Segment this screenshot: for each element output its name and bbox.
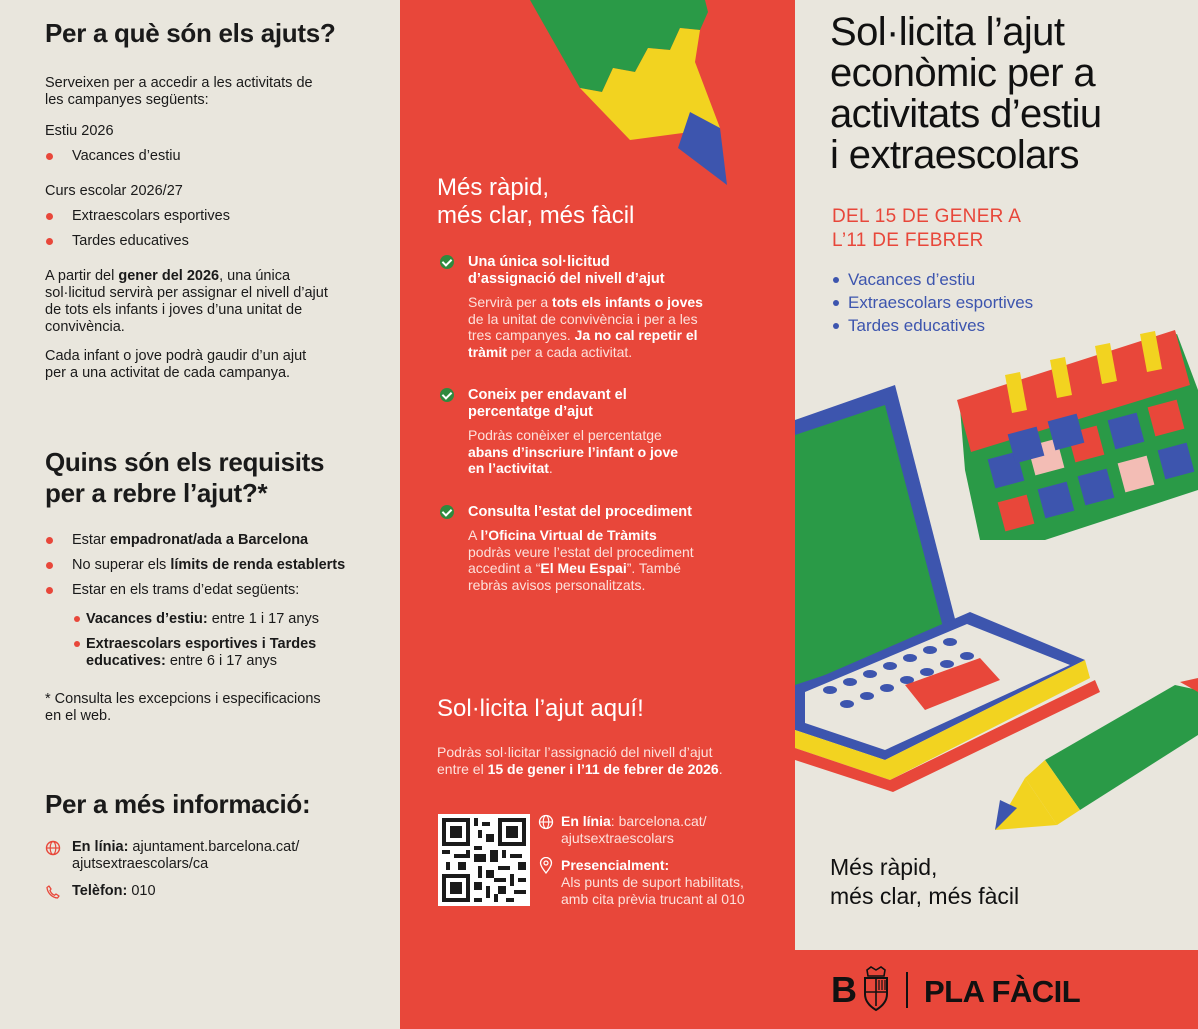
left-panel	[0, 0, 400, 1029]
qr-code[interactable]	[438, 814, 530, 906]
apply-text: Podràs sol·licitar l’assignació del nivell d’ajut entre el 15 de gener i l’11 de febrer de 2026.	[437, 744, 723, 777]
info-phone: Telèfon: 010	[45, 883, 156, 900]
middle-heading: Més ràpid, més clar, més fàcil	[437, 174, 635, 229]
barcelona-coat-of-arms-icon	[861, 966, 891, 1012]
brand-letter: B	[831, 969, 857, 1010]
list-item: Vacances d’estiu	[45, 148, 181, 165]
requirement-item: Estar empadronat/ada a Barcelona	[45, 532, 385, 549]
check-icon	[440, 255, 454, 269]
requirement-item: No superar els límits de renda establerts	[45, 557, 385, 574]
requirement-item: Estar en els trams d’edat següents:	[45, 582, 385, 599]
info-online-link[interactable]: ajuntament.barcelona.cat/	[128, 839, 300, 855]
summer-campaign-list	[45, 148, 181, 165]
apply-in-person: Presencialment: Als punts de suport habilitats, amb cita prèvia trucant al 010	[538, 857, 788, 908]
apply-online-link-cont[interactable]: ajutsextraescolars	[561, 830, 674, 846]
purpose-paragraph-1: A partir del gener del 2026, una única sol·licitud servirà per assignar el nivell d’ajut de tots els infants i joves d’una unitat de convivència.	[45, 268, 328, 335]
info-online: En línia: ajuntament.barcelona.cat/ ajutsextraescolars/ca	[45, 839, 299, 873]
feature-know-percentage: Coneix per endavant el percentatge d’ajut Podràs conèixer el percentatge abans d’inscriure l’infant o jove en l’activitat.	[440, 387, 770, 477]
check-icon	[440, 505, 454, 519]
calendar-illustration	[957, 330, 1198, 540]
apply-online: En línia: barcelona.cat/ ajutsextraescolars	[538, 813, 778, 847]
purpose-intro: Serveixen per a accedir a les activitats de les campanyes següents:	[45, 75, 313, 108]
phone-icon	[45, 884, 61, 900]
requirements-note: * Consulta les excepcions i especificacions en el web.	[45, 691, 321, 724]
school-campaign-list	[45, 208, 230, 250]
summer-campaign-label: Estiu 2026	[45, 123, 114, 139]
middle-panel	[400, 0, 795, 1029]
section-title-requirements: Quins són els requisits per a rebre l’ajut?*	[45, 447, 325, 508]
feature-single-application: Una única sol·licitud d’assignació del nivell d’ajut Servirà per a tots els infants o joves de la unitat de convivència i per a les tres campanyes. Ja no cal repetir el tràmit per a cada activitat.	[440, 254, 770, 360]
list-item: Vacances d’estiu	[831, 268, 1033, 291]
requirements-list	[45, 532, 385, 599]
age-range-item: Extraescolars esportives i Tardes educatives: entre 6 i 17 anys	[72, 636, 372, 670]
info-online-link-cont[interactable]: ajutsextraescolars/ca	[72, 856, 209, 872]
right-panel	[795, 0, 1198, 1029]
campaigns-list	[831, 268, 1033, 337]
cover-tagline: Més ràpid, més clar, més fàcil	[830, 854, 1020, 909]
age-ranges-list	[72, 611, 372, 670]
globe-icon	[45, 840, 61, 856]
brand-footer	[795, 950, 1198, 1029]
brand-divider	[906, 972, 908, 1008]
list-item: Extraescolars esportives	[45, 208, 230, 225]
globe-icon	[538, 814, 554, 830]
apply-heading: Sol·licita l’ajut aquí!	[437, 695, 644, 722]
pencil-illustration	[530, 0, 740, 195]
age-range-item: Vacances d’estiu: entre 1 i 17 anys	[72, 611, 372, 628]
cover-illustration	[795, 330, 1198, 840]
brand-name: PLA FÀCIL	[924, 974, 1081, 1009]
section-title-more-info: Per a més informació:	[45, 789, 311, 819]
list-item: Tardes educatives	[45, 233, 230, 250]
list-item: Tardes educatives	[831, 314, 1033, 337]
cover-title: Sol·licita l’ajut econòmic per a activitats d’estiu i extraescolars	[830, 10, 1102, 177]
feature-check-status: Consulta l’estat del procediment A l’Oficina Virtual de Tràmits podràs veure l’estat del procediment accedint a “El Meu Espai”. També rebràs avisos personalitzats.	[440, 504, 770, 593]
school-campaign-label: Curs escolar 2026/27	[45, 183, 183, 199]
list-item: Extraescolars esportives	[831, 291, 1033, 314]
section-title-purpose: Per a què són els ajuts?	[45, 18, 336, 48]
location-pin-icon	[539, 857, 553, 874]
purpose-paragraph-2: Cada infant o jove podrà gaudir d’un ajut per a una activitat de cada campanya.	[45, 348, 307, 381]
check-icon	[440, 388, 454, 402]
application-dates: DEL 15 DE GENER A L’11 DE FEBRER	[832, 206, 1022, 251]
apply-online-link[interactable]: : barcelona.cat/	[610, 813, 707, 829]
